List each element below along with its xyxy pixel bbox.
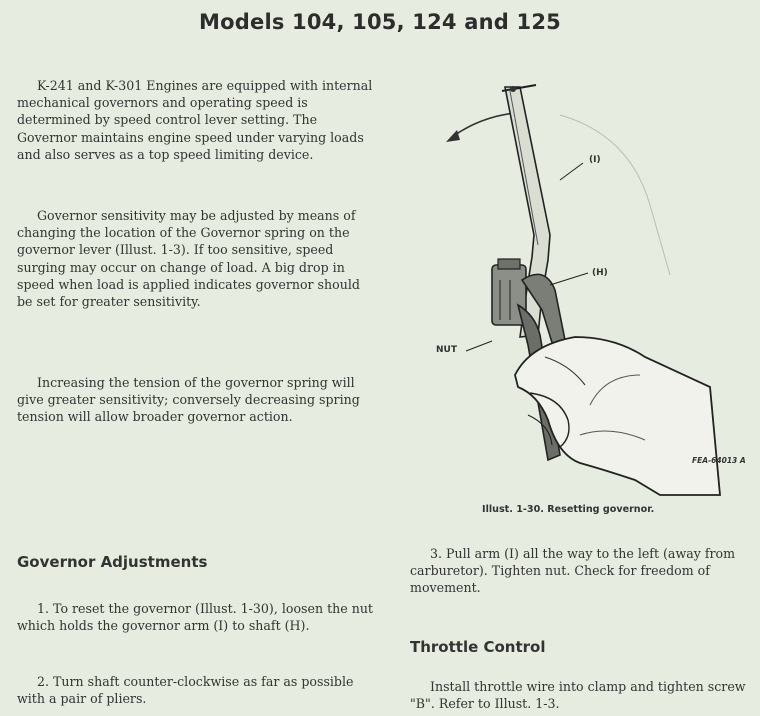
section-heading-governor-adjustments: Governor Adjustments bbox=[17, 553, 208, 571]
callout-shaft-h: (H) bbox=[592, 268, 608, 278]
throttle-paragraph: Install throttle wire into clamp and tighten screw "B". Refer to Illust. 1-3. bbox=[410, 679, 746, 712]
figure-code: FEA-64013 A bbox=[692, 456, 746, 465]
step-2: 2. Turn shaft counter-clockwise as far as possible with a pair of pliers. bbox=[17, 674, 354, 707]
intro-paragraph: K-241 and K-301 Engines are equipped with internal mechanical governors and operating speed is determined by speed control lever setting. The Governor maintains engine speed under varying loads and also serves as a top speed limiting device. bbox=[17, 78, 373, 162]
governor-illustration bbox=[410, 75, 760, 505]
figure-caption: Illust. 1-30. Resetting governor. bbox=[482, 504, 655, 515]
hand bbox=[515, 337, 720, 495]
tension-paragraph: Increasing the tension of the governor spring will give greater sensitivity; conversely decreasing spring tension will allow broader governor action. bbox=[17, 375, 360, 425]
step-3: 3. Pull arm (I) all the way to the left (away from carburetor). Tighten nut. Check for freedom of movement. bbox=[410, 546, 736, 596]
rotation-arrow bbox=[452, 113, 515, 137]
sensitivity-paragraph: Governor sensitivity may be adjusted by means of changing the location of the Governor spring on the governor lever (Illust. 1-3). If too sensitive, speed surging may occur on change of load. A big drop in speed when load is applied indicates governor should be set for greater sensitivity. bbox=[17, 208, 360, 310]
callout-nut: NUT bbox=[436, 345, 457, 355]
section-heading-throttle-control: Throttle Control bbox=[410, 638, 546, 656]
page-title: Models 104, 105, 124 and 125 bbox=[199, 10, 561, 34]
step-1: 1. To reset the governor (Illust. 1-30), loosen the nut which holds the governor arm (I) to shaft (H). bbox=[17, 601, 373, 634]
callout-arm-i: (I) bbox=[589, 155, 601, 165]
